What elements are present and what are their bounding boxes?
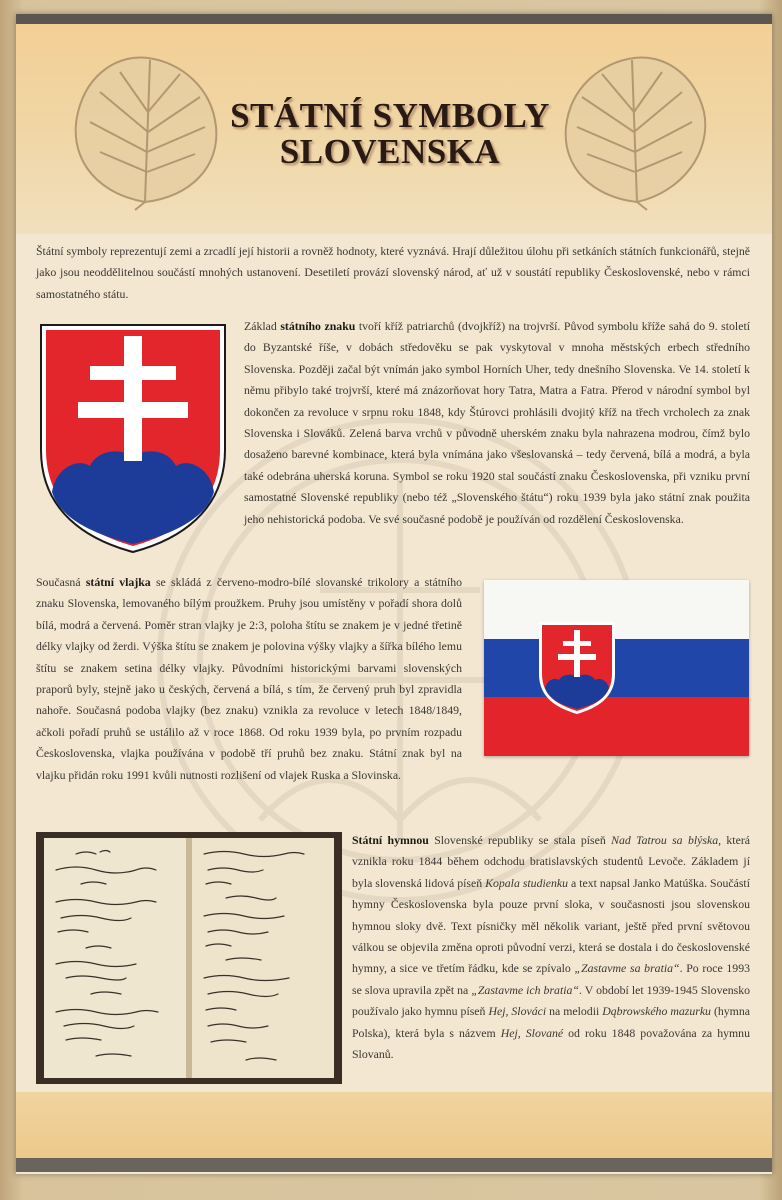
anthem-folk-song: Kopala studienku <box>485 875 569 890</box>
anthem-manuscript-image <box>36 832 342 1084</box>
anthem-text-3: a text napsal Janko Matúška. Součástí hymny Československa byla pouze první sloka, v současnosti jsou slovenskou hymnou sloky dvě. Text písničky měl několik variant, ještě před první světovou válkou se objevila změna oproti původní verzi, která se dostala i do československé hymny, a sice ve třetím řádku, kde se zpívalo <box>352 875 750 976</box>
anthem-song-title: Nad Tatrou sa blýska <box>611 833 719 847</box>
anthem-text-6: na melodii <box>546 1004 603 1019</box>
flag-lead-text: Současná <box>36 575 86 589</box>
anthem-quote-1: „Zastavme sa bratia“ <box>574 961 680 976</box>
coat-of-arms-shield-icon <box>38 322 228 554</box>
slovak-flag-image <box>484 580 749 756</box>
anthem-text-1: Slovenské republiky se stala píseň <box>428 833 612 847</box>
coat-highlight: státního znaku <box>280 319 356 333</box>
title-line-1: STÁTNÍ SYMBOLY <box>230 96 550 135</box>
bottom-frame-bar <box>16 1158 772 1172</box>
anthem-text-5: . V období let 1939-1945 Slovensko používalo jako hymnu píseň <box>352 982 750 1019</box>
anthem-quote-2: „Zastavme ich bratia“ <box>471 982 579 997</box>
coat-lead-text: Základ <box>244 319 281 333</box>
anthem-text-2: , která vznikla roku 1844 během odchodu bratislavských studentů Levoče. Základem jí byla slovenská lidová píseň <box>352 833 750 890</box>
top-frame-bar <box>16 14 772 24</box>
anthem-melody: Dąbrowského mazurku <box>602 1004 711 1019</box>
anthem-text-8: od roku 1848 považována za hymnu Slovanů. <box>352 1025 750 1062</box>
anthem-paragraph <box>352 830 750 1065</box>
flag-paragraph <box>36 572 462 786</box>
anthem-highlight: Státní hymnou <box>352 833 429 847</box>
anthem-slavic-song: Hej, Slované <box>500 1025 564 1040</box>
title-line-2: SLOVENSKA <box>279 132 501 171</box>
page-title <box>190 98 590 170</box>
flag-body-text: se skládá z červeno-modro-bílé slovanské trikolory a státního znaku Slovenska, lemovaného bílým proužkem. Pruhy jsou umístěny v pořadí shora dolů bílá, modrá a červená. Poměr stran vlajky je 2:3, poloha štítu se znakem je v jedné třetině délky vlajky od žerdi. Výška štítu se znakem je polovina výšky vlajky a šířka bílého lemu štítu se znakem setina délky vlajky. Původními historickými barvami slovenských praporů byly, stejně jako u českých, červená a bílá, s tím, že červený pruh byl zpravidla nahoře. Současná podoba vlajky (bez znaku) vznikla za revoluce v letech 1848/1849, ačkoli pořadí pruhů se ustálilo až v roce 1868. Od roku 1939 byla, po prvním rozpadu Československa, vlajka používána v podobě tří pruhů bez znaku. Státní znak byl na vlajku přidán roku 1991 kvůli nutnosti rozlišení od vlajek Ruska a Slovinska. <box>36 575 462 782</box>
anthem-text-4: . Po roce 1993 se slova upravila zpět na <box>352 961 750 997</box>
intro-paragraph: Štátní symboly reprezentují zemi a zrcadlí její historii a rovněž hodnoty, které vyznává. Hrají důležitou úlohu při setkáních státních funkcionářů, stejně jako jsou neoddělitelnou součástí mnohých ustanovení. Desetiletí provází slovenský národ, ať už v soustátí republiky Československé, nebo v rámci samostatného státu. <box>36 244 750 301</box>
poster-footer <box>16 1092 772 1158</box>
anthem-wartime-song: Hej, Slováci <box>488 1004 547 1019</box>
coat-of-arms-paragraph <box>244 316 750 530</box>
flag-highlight: státní vlajka <box>85 575 151 589</box>
coat-body-text: tvoří kříž patriarchů (dvojkříž) na trojvrší. Původ symbolu kříže sahá do 9. století do Byzantské říše, v dobách středověku se pak vyskytoval v mnoha městských erbech středního Slovenska. Později začal být vnímán jako symbol Horních Uher, tedy dnešního Slovenska. Ve 14. století k němu přibylo také trojvrší, které má znázorňovat hory Tatra, Matra a Fatra. Přerod v národní symbol byl dokončen za revoluce v srpnu roku 1848, kdy Štúrovci prohlásili dvojitý kříž na třech vrcholech za znak Slovenska i Slováků. Zelená barva vrchů v původně uherském znaku byla nahrazena modrou, čímž bylo dosaženo barevné kombinace, která byla vnímána jako všeslovanská – tedy červená, bílá a modrá, a byla také odebrána uherská koruna. Symbol se roku 1920 stal součástí znaku Československa, při vzniku první samostatné Slovenské republiky (nebo též „Slovenského štátu“) roku 1939 byla jako státní znak použita jeho nehistorická podoba. Ve své současné podobě je používán od rozdělení Československa. <box>244 319 751 526</box>
anthem-text-7: (hymna Polska), která byla s názvem <box>352 1004 750 1040</box>
